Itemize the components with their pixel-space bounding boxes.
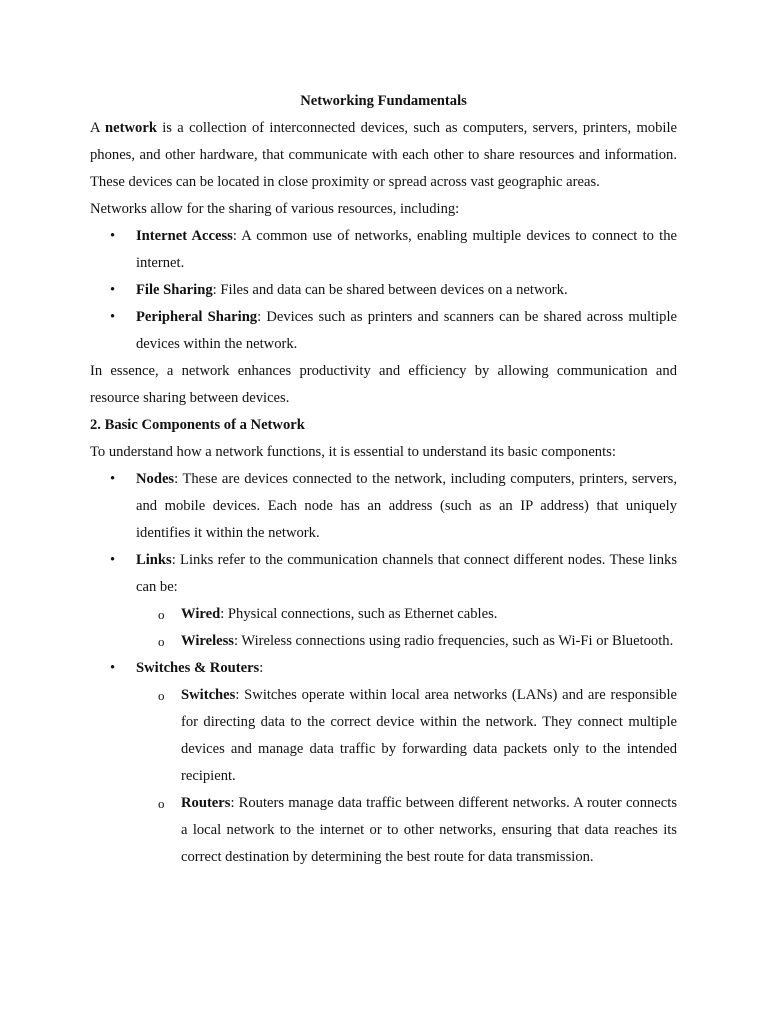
components-list bbox=[90, 466, 677, 871]
resources-list bbox=[90, 223, 677, 358]
list-item: o Switches: Switches operate within local area networks (LANs) and are responsible for directing data to the correct device within the network. They connect multiple devices and manage data traffic by forwarding data packets only to the intended recipient. bbox=[136, 682, 677, 790]
list-item: • File Sharing: Files and data can be shared between devices on a network. bbox=[90, 277, 677, 304]
intro-term: network bbox=[105, 120, 157, 136]
document-title: Networking Fundamentals bbox=[300, 93, 467, 109]
list-item: o Routers: Routers manage data traffic between different networks. A router connects a local network to the internet or to other networks, ensuring that data reaches its correct destination by determining the best route for data transmission. bbox=[136, 790, 677, 871]
intro-paragraph: A network is a collection of interconnected devices, such as computers, servers, printers, mobile phones, and other hardware, that communicate with each other to share resources and information. These devices can be located in close proximity or spread across vast geographic areas. bbox=[90, 120, 677, 190]
list-item: • Nodes: These are devices connected to the network, including computers, printers, servers, and mobile devices. Each node has an address (such as an IP address) that uniquely identifies it within the network. bbox=[90, 466, 677, 547]
components-lead: To understand how a network functions, it is essential to understand its basic components: bbox=[90, 444, 616, 460]
switches-routers-sublist bbox=[136, 682, 677, 871]
list-item: • Peripheral Sharing: Devices such as printers and scanners can be shared across multiple devices within the network. bbox=[90, 304, 677, 358]
section-heading: 2. Basic Components of a Network bbox=[90, 417, 305, 433]
list-item: • Links: Links refer to the communication channels that connect different nodes. These links can be: o Wired: Physical connections, such as Ethernet cables. o Wireless: Wireless connections using radio frequencies, such as Wi-Fi or Bluetooth. bbox=[90, 547, 677, 655]
list-item: • Switches & Routers: o Switches: Switches operate within local area networks (LANs) and are responsible for directing data to the correct device within the network. They connect multiple devices and manage data traffic by forwarding data packets only to the intended recipient. o Routers: Routers manage data traffic between different networks. A router connects a local network to the internet or to other networks, ensuring that data reaches its correct destination by determining the best route for data transmission. bbox=[90, 655, 677, 871]
list-item: o Wired: Physical connections, such as Ethernet cables. bbox=[136, 601, 677, 628]
links-sublist bbox=[136, 601, 677, 655]
document-body bbox=[90, 88, 677, 871]
resources-lead: Networks allow for the sharing of various resources, including: bbox=[90, 201, 460, 217]
essence-paragraph: In essence, a network enhances productivity and efficiency by allowing communication and resource sharing between devices. bbox=[90, 363, 677, 406]
list-item: o Wireless: Wireless connections using radio frequencies, such as Wi-Fi or Bluetooth. bbox=[136, 628, 677, 655]
list-item: • Internet Access: A common use of networks, enabling multiple devices to connect to the internet. bbox=[90, 223, 677, 277]
